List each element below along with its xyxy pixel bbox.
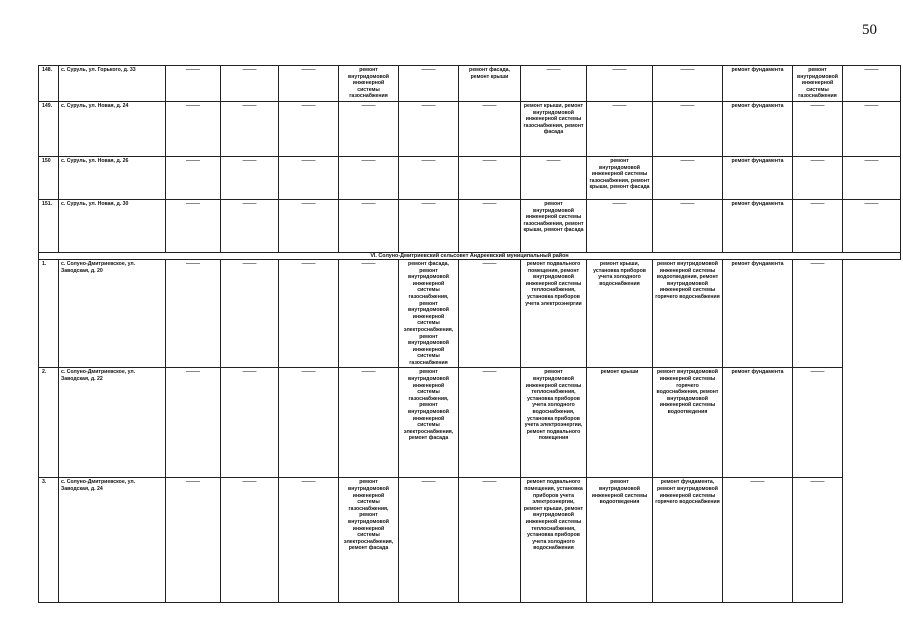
dash-mark: —— <box>546 156 561 164</box>
works-cell: ремонт внутридомовой инженерной системы газоснабжения <box>793 66 843 102</box>
dash-mark: —— <box>361 368 376 376</box>
dash-mark: —— <box>810 101 825 109</box>
dash-mark: —— <box>301 199 316 207</box>
dash-mark: —— <box>482 156 497 164</box>
dash-mark: —— <box>864 199 879 207</box>
dash-mark: —— <box>186 156 200 164</box>
section-title: VI. Солуно-Дмитриевский сельсовет Андреевский муниципальный район <box>39 252 901 259</box>
row-number: 148. <box>39 66 59 102</box>
empty-cell <box>843 101 901 156</box>
works-cell: ремонт внутридомовой инженерной системы газоснабжения <box>339 66 399 102</box>
empty-cell <box>653 101 723 156</box>
dash-mark: —— <box>680 156 695 164</box>
empty-cell <box>399 156 459 199</box>
empty-cell <box>459 101 521 156</box>
dash-mark: —— <box>612 101 627 109</box>
empty-cell <box>843 156 901 199</box>
table-body-lower <box>39 259 901 603</box>
works-cell: ремонт внутридомовой инженерной системы газоснабжения, ремонт крыши, ремонт фасада <box>587 156 653 199</box>
address-cell: с. Суруль, ул. Новая, д. 24 <box>59 101 166 156</box>
empty-cell <box>221 101 279 156</box>
empty-cell <box>279 368 339 478</box>
dash-mark: —— <box>186 478 200 486</box>
dash-mark: —— <box>612 199 627 207</box>
empty-cell <box>221 478 279 603</box>
empty-cell <box>339 156 399 199</box>
dash-mark: —— <box>186 259 200 267</box>
empty-cell <box>399 478 459 603</box>
works-cell: ремонт фундамента <box>723 101 793 156</box>
works-cell: ремонт внутридомовой инженерной системы теплоснабжения, установка приборов учета холодного водоснабжения, установка приборов учета электроэнергии, ремонт подвального помещения <box>521 368 587 478</box>
dash-mark: —— <box>361 156 376 164</box>
dash-mark: —— <box>482 368 497 376</box>
dash-mark: —— <box>482 199 497 207</box>
empty-cell <box>843 66 901 102</box>
empty-cell <box>459 259 521 368</box>
empty-cell <box>653 199 723 252</box>
table-row <box>39 101 901 156</box>
address-cell: с. Солуно-Дмитриевское, ул. Заводская, д. 24 <box>59 478 166 603</box>
empty-cell <box>521 66 587 102</box>
empty-cell <box>339 259 399 368</box>
empty-cell <box>587 199 653 252</box>
dash-mark: —— <box>810 156 825 164</box>
row-number: 150 <box>39 156 59 199</box>
empty-cell <box>587 66 653 102</box>
dash-mark: —— <box>361 199 376 207</box>
dash-mark: —— <box>301 66 316 73</box>
dash-mark: —— <box>421 478 436 486</box>
dash-mark: —— <box>242 66 257 73</box>
empty-cell <box>793 259 843 368</box>
table-body-upper <box>39 66 901 253</box>
empty-cell <box>399 101 459 156</box>
dash-mark: —— <box>810 478 825 486</box>
dash-mark: —— <box>301 478 316 486</box>
dash-mark: —— <box>546 66 561 73</box>
address-cell: с. Солуно-Дмитриевское, ул. Заводская, д. 22 <box>59 368 166 478</box>
empty-cell <box>166 199 221 252</box>
dash-mark: —— <box>186 66 200 73</box>
empty-cell <box>221 259 279 368</box>
empty-cell <box>279 156 339 199</box>
empty-cell <box>279 259 339 368</box>
works-cell: ремонт фундамента, ремонт внутридомовой инженерной системы горячего водоснабжения <box>653 478 723 603</box>
empty-cell <box>793 478 843 603</box>
dash-mark: —— <box>810 368 825 376</box>
page-number: 50 <box>862 22 877 38</box>
dash-mark: —— <box>421 199 436 207</box>
table-row <box>39 259 901 368</box>
dash-mark: —— <box>301 156 316 164</box>
empty-cell <box>279 66 339 102</box>
dash-mark: —— <box>361 101 376 109</box>
empty-cell <box>843 199 901 252</box>
empty-cell <box>279 478 339 603</box>
dash-mark: —— <box>612 66 627 73</box>
dash-mark: —— <box>242 101 257 109</box>
empty-cell <box>221 368 279 478</box>
address-cell: с. Суруль, ул. Горького, д. 33 <box>59 66 166 102</box>
dash-mark: —— <box>680 199 695 207</box>
row-number: 3. <box>39 478 59 603</box>
empty-cell <box>793 156 843 199</box>
empty-cell <box>166 101 221 156</box>
row-number: 2. <box>39 368 59 478</box>
dash-mark: —— <box>421 101 436 109</box>
address-cell: с. Суруль, ул. Новая, д. 26 <box>59 156 166 199</box>
works-cell: ремонт крыши <box>587 368 653 478</box>
empty-cell <box>793 368 843 478</box>
dash-mark: —— <box>186 368 200 376</box>
empty-cell <box>339 101 399 156</box>
table-row <box>39 478 901 603</box>
dash-mark: —— <box>186 199 200 207</box>
dash-mark: —— <box>810 259 825 267</box>
dash-mark: —— <box>361 259 376 267</box>
dash-mark: —— <box>421 156 436 164</box>
dash-mark: —— <box>242 199 257 207</box>
empty-cell <box>166 368 221 478</box>
empty-cell <box>459 199 521 252</box>
dash-mark: —— <box>242 156 257 164</box>
empty-cell <box>221 156 279 199</box>
section-header-body <box>39 252 901 259</box>
row-number: 1. <box>39 259 59 368</box>
dash-mark: —— <box>301 101 316 109</box>
dash-mark: —— <box>680 66 695 73</box>
works-cell: ремонт подвального помещения, ремонт внутридомовой инженерной системы теплоснабжения, установка приборов учета электроэнергии <box>521 259 587 368</box>
works-cell: ремонт фундамента <box>723 66 793 102</box>
row-number: 149. <box>39 101 59 156</box>
dash-mark: —— <box>482 101 497 109</box>
empty-cell <box>723 478 793 603</box>
table-row <box>39 66 901 102</box>
works-cell: ремонт внутридомовой инженерной системы газоснабжения, ремонт внутридомовой инженерной системы электроснабжения, ремонт фасада <box>399 368 459 478</box>
table-row <box>39 199 901 252</box>
empty-cell <box>793 101 843 156</box>
empty-cell <box>521 156 587 199</box>
works-cell: ремонт внутридомовой инженерной системы водоотведения <box>587 478 653 603</box>
dash-mark: —— <box>421 66 436 73</box>
empty-cell <box>459 368 521 478</box>
works-cell: ремонт крыши, ремонт внутридомовой инженерной системы газоснабжения, ремонт фасада <box>521 101 587 156</box>
works-cell: ремонт фундамента <box>723 199 793 252</box>
dash-mark: —— <box>864 101 879 109</box>
dash-mark: —— <box>482 478 497 486</box>
works-cell: ремонт крыши, установка приборов учета холодного водоснабжения <box>587 259 653 368</box>
table-row <box>39 156 901 199</box>
section-row <box>39 252 901 259</box>
empty-cell <box>279 199 339 252</box>
dash-mark: —— <box>242 259 257 267</box>
address-cell: с. Суруль, ул. Новая, д. 30 <box>59 199 166 252</box>
works-cell: ремонт фасада, ремонт крыши <box>459 66 521 102</box>
dash-mark: —— <box>750 478 765 486</box>
dash-mark: —— <box>864 66 879 73</box>
empty-cell <box>166 66 221 102</box>
works-cell: ремонт внутридомовой инженерной системы горячего водоснабжения, ремонт внутридомовой инженерной системы водоотведения <box>653 368 723 478</box>
row-number: 151. <box>39 199 59 252</box>
dash-mark: —— <box>186 101 200 109</box>
empty-cell <box>459 156 521 199</box>
empty-cell <box>653 66 723 102</box>
empty-cell <box>587 101 653 156</box>
empty-cell <box>166 478 221 603</box>
dash-mark: —— <box>810 199 825 207</box>
dash-mark: —— <box>301 368 316 376</box>
empty-cell <box>221 199 279 252</box>
empty-cell <box>793 199 843 252</box>
works-cell: ремонт фундамента <box>723 156 793 199</box>
empty-cell <box>399 66 459 102</box>
works-cell: ремонт внутридомовой инженерной системы газоснабжения, ремонт внутридомовой инженерной системы электроснабжения, ремонт фасада <box>339 478 399 603</box>
empty-cell <box>221 66 279 102</box>
empty-cell <box>399 199 459 252</box>
works-cell: ремонт фундамента <box>723 368 793 478</box>
table-row <box>39 368 901 478</box>
empty-cell <box>459 478 521 603</box>
dash-mark: —— <box>242 478 257 486</box>
dash-mark: —— <box>301 259 316 267</box>
address-cell: с. Солуно-Дмитриевское, ул. Заводская, д. 20 <box>59 259 166 368</box>
works-cell: ремонт фундамента <box>723 259 793 368</box>
works-cell: ремонт внутридомовой инженерной системы газоснабжения, ремонт крыши, ремонт фасада <box>521 199 587 252</box>
empty-cell <box>279 101 339 156</box>
empty-cell <box>166 259 221 368</box>
works-cell: ремонт фасада, ремонт внутридомовой инженерной системы газоснабжения, ремонт внутридомовой инженерной системы электроснабжения, ремонт внутридомовой инженерной системы газоснабжения <box>399 259 459 368</box>
dash-mark: —— <box>242 368 257 376</box>
works-cell: ремонт внутридомовой инженерной системы водоотведения, ремонт внутридомовой инженерной системы горячего водоснабжения <box>653 259 723 368</box>
empty-cell <box>166 156 221 199</box>
empty-cell <box>339 199 399 252</box>
works-cell: ремонт подвального помещения, установка приборов учета электроэнергии, ремонт крыши, ремонт внутридомовой инженерной системы теплоснабжения, установка приборов учета холодного водоснабжения <box>521 478 587 603</box>
repair-schedule-table <box>38 65 901 603</box>
empty-cell <box>339 368 399 478</box>
empty-cell <box>653 156 723 199</box>
dash-mark: —— <box>864 156 879 164</box>
dash-mark: —— <box>482 259 497 267</box>
dash-mark: —— <box>680 101 695 109</box>
